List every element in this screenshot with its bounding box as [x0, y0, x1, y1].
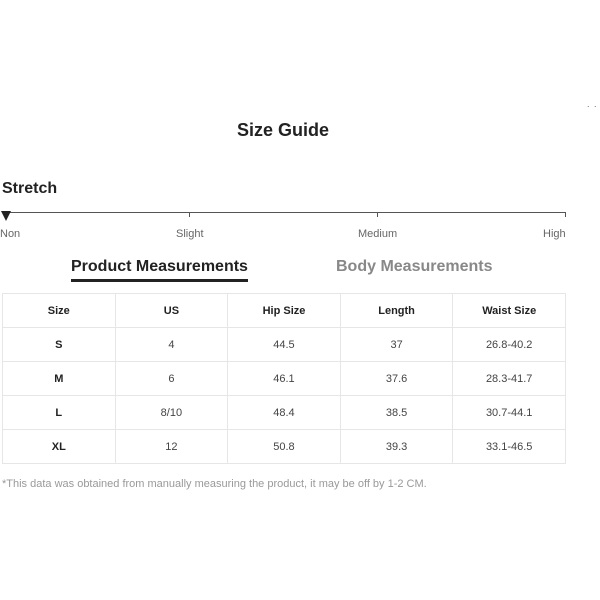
stretch-scale-line [6, 212, 566, 213]
column-header-waist-size: Waist Size [453, 294, 566, 328]
stretch-selected-marker-icon [1, 211, 11, 221]
table-cell-waist-size: 33.1-46.5 [453, 430, 566, 464]
corner-mark: . . [587, 99, 598, 109]
tab-product-measurements[interactable]: Product Measurements [71, 258, 248, 282]
measurement-tabs [0, 258, 566, 282]
table-cell-size: L [3, 396, 116, 430]
stretch-tick-medium [377, 212, 378, 217]
table-row [3, 328, 566, 362]
table-cell-hip-size: 50.8 [228, 430, 341, 464]
stretch-tick-high [565, 212, 566, 217]
stretch-heading: Stretch [2, 180, 58, 197]
column-header-length: Length [340, 294, 453, 328]
stretch-label-medium: Medium [358, 228, 398, 240]
column-header-size: Size [3, 294, 116, 328]
table-cell-waist-size: 28.3-41.7 [453, 362, 566, 396]
column-header-us: US [115, 294, 228, 328]
measurements-table [2, 293, 566, 464]
table-cell-hip-size: 48.4 [228, 396, 341, 430]
page-title: Size Guide [236, 120, 330, 140]
stretch-tick-slight [189, 212, 190, 217]
column-header-hip-size: Hip Size [228, 294, 341, 328]
table-cell-us: 4 [115, 328, 228, 362]
table-row [3, 396, 566, 430]
table-cell-waist-size: 30.7-44.1 [453, 396, 566, 430]
measurement-disclaimer: *This data was obtained from manually measuring the product, it may be off by 1-2 CM. [2, 478, 427, 490]
table-cell-us: 8/10 [115, 396, 228, 430]
stretch-label-non: Non [0, 228, 21, 240]
table-row [3, 362, 566, 396]
table-cell-length: 38.5 [340, 396, 453, 430]
table-cell-size: XL [3, 430, 116, 464]
stretch-label-high: High [543, 228, 566, 240]
table-row [3, 430, 566, 464]
table-header-row [3, 294, 566, 328]
table-cell-waist-size: 26.8-40.2 [453, 328, 566, 362]
table-cell-hip-size: 44.5 [228, 328, 341, 362]
stretch-scale [0, 212, 566, 242]
table-cell-us: 12 [115, 430, 228, 464]
stretch-label-slight: Slight [176, 228, 204, 240]
table-cell-hip-size: 46.1 [228, 362, 341, 396]
table-cell-size: M [3, 362, 116, 396]
tab-body-measurements[interactable]: Body Measurements [336, 258, 493, 275]
table-cell-us: 6 [115, 362, 228, 396]
table-cell-length: 39.3 [340, 430, 453, 464]
table-cell-length: 37.6 [340, 362, 453, 396]
table-cell-length: 37 [340, 328, 453, 362]
table-cell-size: S [3, 328, 116, 362]
